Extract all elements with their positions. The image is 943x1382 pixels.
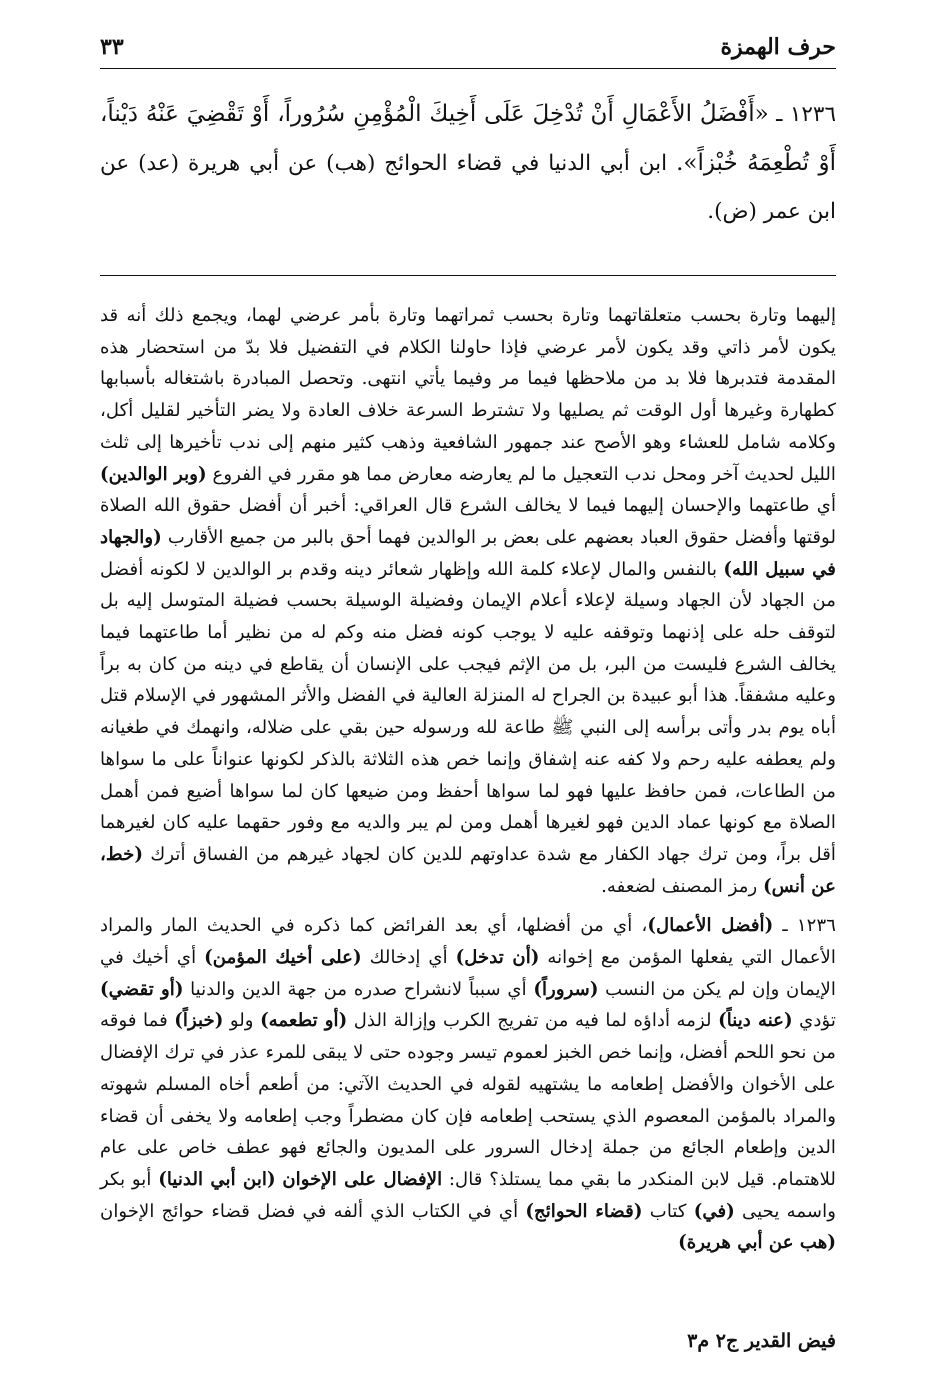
bold-term: (والجهاد في سبيل الله) bbox=[100, 526, 836, 580]
commentary-text: ولو bbox=[229, 1010, 254, 1032]
bold-term: (أو تطعمه) bbox=[260, 1010, 348, 1032]
commentary-text: كتاب bbox=[649, 1200, 687, 1222]
commentary-text: أي أخيك في الإيمان وإن لم يكن من النسب bbox=[100, 947, 836, 1000]
commentary-text: أبو بكر واسمه يحيى bbox=[100, 1168, 836, 1222]
bold-term: (هب عن أبي هريرة) bbox=[678, 1232, 836, 1254]
section-divider bbox=[100, 275, 836, 276]
bold-term: (ابن أبي الدنيا) bbox=[158, 1168, 276, 1190]
bold-term: (أو تقضي) bbox=[100, 978, 184, 1000]
commentary-text: تؤدي bbox=[799, 1010, 836, 1032]
commentary-text: فما فوقه من نحو اللحم أفضل، وإنما خص الخبز لعموم تيسر وجوده حتى لا يبقى للمرء عذر في ترك الإفضال على الأخوان والأفضل إطعامه ما يشتهيه لقوله في الحديث الآتي: من أطعم أخاه المسلم شهوته والمراد بالمؤمن المعصوم الذي يستحب إطعامه فإن كان مضطراً وجب إطعامه ولا يخفى أن قضاء الدين وإطعام الجائع من جملة إدخال السرور على المديون والجائع فهو عطف خاص على عام للاهتمام. قيل لابن المنكدر ما بقي مما يستلذ؟ قال: bbox=[100, 1010, 836, 1190]
commentary-text: أي في الكتاب الذي ألفه في فضل قضاء حوائج الإخوان bbox=[100, 1200, 519, 1222]
bold-term: الإفضال على الإخوان bbox=[282, 1168, 443, 1190]
commentary-text: أي إدخالك bbox=[369, 947, 448, 969]
page-header bbox=[100, 28, 836, 69]
chapter-title: حرف الهمزة bbox=[720, 34, 836, 60]
bold-term: (على أخيك المؤمن) bbox=[204, 947, 362, 969]
commentary-text: لزمه أداؤه لما فيه من تفريج الكرب وإزالة الذل bbox=[353, 1010, 712, 1032]
commentary-number: ١٢٣٦ ـ bbox=[782, 915, 836, 937]
commentary-text: أي طاعتهما والإحسان إليهما فيما لا يخالف الشرع قال العراقي: أخبر أن أفضل حقوق الله الصلاة لوقتها وأفضل حقوق العباد بعضهم على بعض بر الوالدين فهما أحق بالبر من جميع الأقارب bbox=[100, 495, 836, 548]
bold-term: (أن تدخل) bbox=[455, 947, 540, 969]
bold-term: (في) bbox=[693, 1200, 735, 1222]
commentary-paragraph bbox=[100, 300, 836, 902]
bold-term: (خبزاً) bbox=[174, 1010, 224, 1032]
bold-term: (أفضل الأعمال) bbox=[647, 915, 774, 937]
commentary-block bbox=[100, 300, 836, 1259]
bold-term: (قضاء الحوائج) bbox=[525, 1200, 643, 1222]
commentary-text: بالنفس والمال لإعلاء كلمة الله وإظهار شعائر دينه وقدم بر الوالدين لا لكونه أفضل من الجهاد لأن الجهاد وسيلة لإعلاء أعلام الإيمان وفضيلة الوسيلة بحسب فضيلة المتوسل إليه بل لتوقف حله على إذنهما وتوقفه عليه لا يوجب كونه فضل منه وكم له من نظير أما طاعتهما فيما يخالف الشرع فليست من البر، بل من الإثم فيجب على الإنسان أن يقاطع في دينه من كان به براً وعليه مشفقاً. هذا أبو عبيدة بن الجراح له المنزلة العالية في الفضل والأثر المشهور في الإسلام قتل أباه يوم بدر وأتى برأسه إلى النبي ﷺ طاعة لله ورسوله حين بقي على ضلاله، وانهمك في طغيانه ولم يعطفه عليه رحم ولا كفه عنه إشفاق وإنما خص هذه الثلاثة بالذكر لكونها عنواناً على ما سواها من الطاعات، فمن حافظ عليها فهو لما سواها أحفظ ومن ضيعها كان لما سواها أضيع فمن أهمل الصلاة مع كونها عماد الدين فهو لغيرها أهمل ومن لم يبر والديه مع وفور حقهما عليه كان لغيرهما أقل براً، ومن ترك جهاد الكفار مع شدة عداوتهم للدين كان لجهاد غيرهم من الفساق أترك bbox=[100, 558, 836, 865]
commentary-text: إليهما وتارة بحسب متعلقاتهما وتارة بحسب ثمراتهما وتارة بأمر عرضي لهما، ويجمع ذلك أنه قد يكون لأمر ذاتي وقد يكون لأمر عرضي فإذا حاولنا الكلام في التفضيل فلا بدّ من استحضار هذه المقدمة فتدبرها فلا بد من ملاحظها فيما مر وفيما يأتي انتهى. وتحصل المبادرة باشتغاله بأسبابها كطهارة وغيرها أول الوقت ثم يصليها ولا تشترط السرعة خلاف العادة ولا يضر التأخير لقليل أكل، وكلامه شامل للعشاء وهو الأصح عند جمهور الشافعية وذهب كثير منهم إلى ندب تأخيرها إلى ثلث الليل لحديث آخر ومحل ندب التعجيل ما لم يعارضه معارض مما هو مقرر في الفروع bbox=[100, 305, 836, 485]
hadith-text-block bbox=[100, 90, 836, 236]
page-number: ٣٣ bbox=[100, 34, 124, 60]
bold-term: (سروراً) bbox=[533, 978, 599, 1000]
commentary-paragraph bbox=[100, 910, 836, 1259]
document-page bbox=[100, 28, 836, 1358]
hadith-number: ١٢٣٦ ـ bbox=[776, 102, 837, 127]
hadith-quote: «أَفْضَلُ الأَعْمَالِ أَنْ تُدْخِلَ عَلَى أَخِيكَ الْمُؤْمِنِ سُرُوراً، أَوْ تَقْضِيَ عَنْهُ دَيْناً، أَوْ تُطْعِمَهُ خُبْزاً». bbox=[100, 101, 836, 176]
hadith-source: ابن أبي الدنيا في قضاء الحوائج (هب) عن أبي هريرة (عد) عن ابن عمر (ض). bbox=[100, 151, 836, 224]
page-footer-signature: فيض القدير ج٢ م٣ bbox=[687, 1330, 836, 1352]
commentary-text: أي سبباً لانشراح صدره من جهة الدين والدنيا bbox=[190, 978, 527, 1000]
commentary-text: رمز المصنف لضعفه. bbox=[601, 875, 758, 897]
commentary-text: ، أي من أفضلها، أي بعد الفرائض كما ذكره في الحديث المار والمراد الأعمال التي يفعلها المؤمن مع إخوانه bbox=[100, 915, 836, 969]
bold-term: (وبر الوالدين) bbox=[100, 463, 207, 485]
bold-term: (خط، عن أنس) bbox=[100, 843, 836, 897]
bold-term: (عنه ديناً) bbox=[718, 1010, 793, 1032]
